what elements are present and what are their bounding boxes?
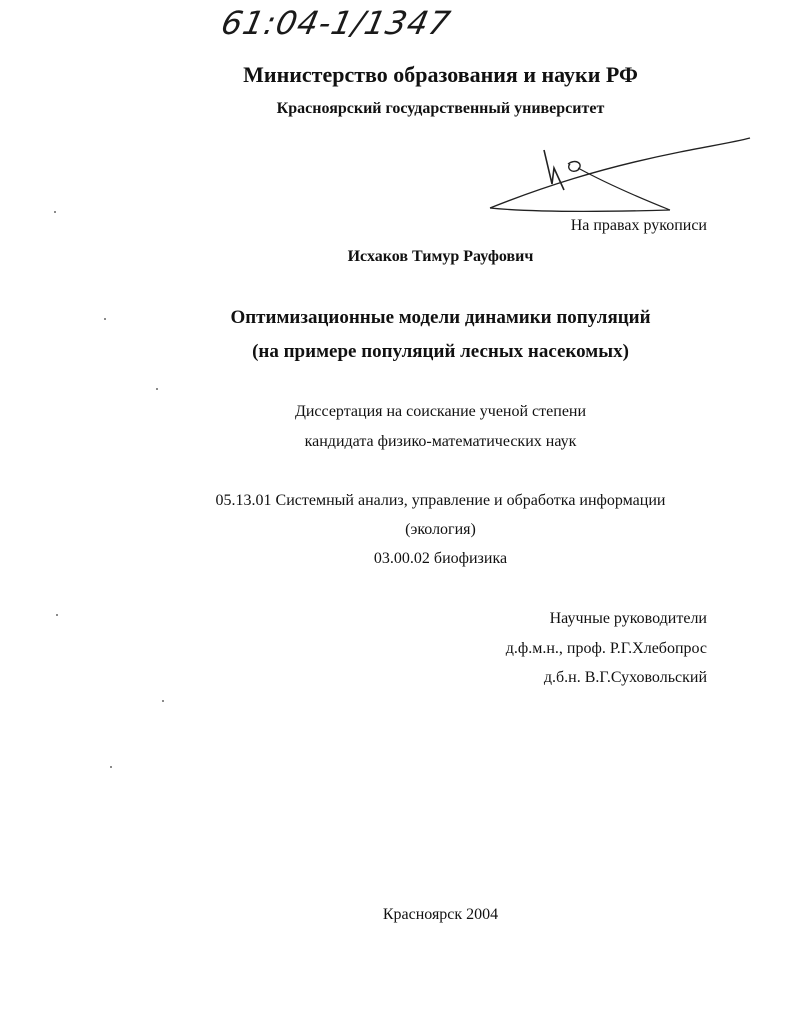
university-heading: Красноярский государственный университет	[276, 100, 605, 117]
city-year: Красноярск 2004	[382, 906, 499, 923]
scan-speck	[156, 388, 158, 390]
thesis-title-line-1: Оптимизационные модели динамики популяций	[230, 307, 651, 328]
specialty-line-2: 03.00.02 биофизика	[373, 550, 508, 567]
supervisors-heading: Научные руководители	[549, 610, 707, 627]
manuscript-rights-note: На правах рукописи	[570, 217, 707, 234]
specialty-line-1: 05.13.01 Системный анализ, управление и обработка информации	[215, 492, 666, 509]
handwritten-archive-code: 61:04-1/1347	[217, 4, 455, 42]
thesis-title-line-2: (на примере популяций лесных насекомых)	[252, 341, 629, 362]
scan-speck	[110, 766, 112, 768]
signature-mark	[480, 128, 760, 218]
supervisor-2: д.б.н. В.Г.Суховольский	[543, 669, 707, 686]
scan-speck	[56, 614, 58, 616]
specialty-line-1-subtitle: (экология)	[405, 521, 476, 538]
scan-speck	[162, 700, 164, 702]
author-name: Исхаков Тимур Рауфович	[347, 248, 534, 265]
scan-speck	[54, 211, 56, 213]
supervisor-1: д.ф.м.н., проф. Р.Г.Хлебопрос	[505, 640, 707, 657]
degree-line-1: Диссертация на соискание ученой степени	[294, 403, 587, 420]
scan-speck	[104, 318, 106, 320]
ministry-heading: Министерство образования и науки РФ	[243, 62, 638, 87]
degree-line-2: кандидата физико-математических наук	[304, 433, 577, 450]
